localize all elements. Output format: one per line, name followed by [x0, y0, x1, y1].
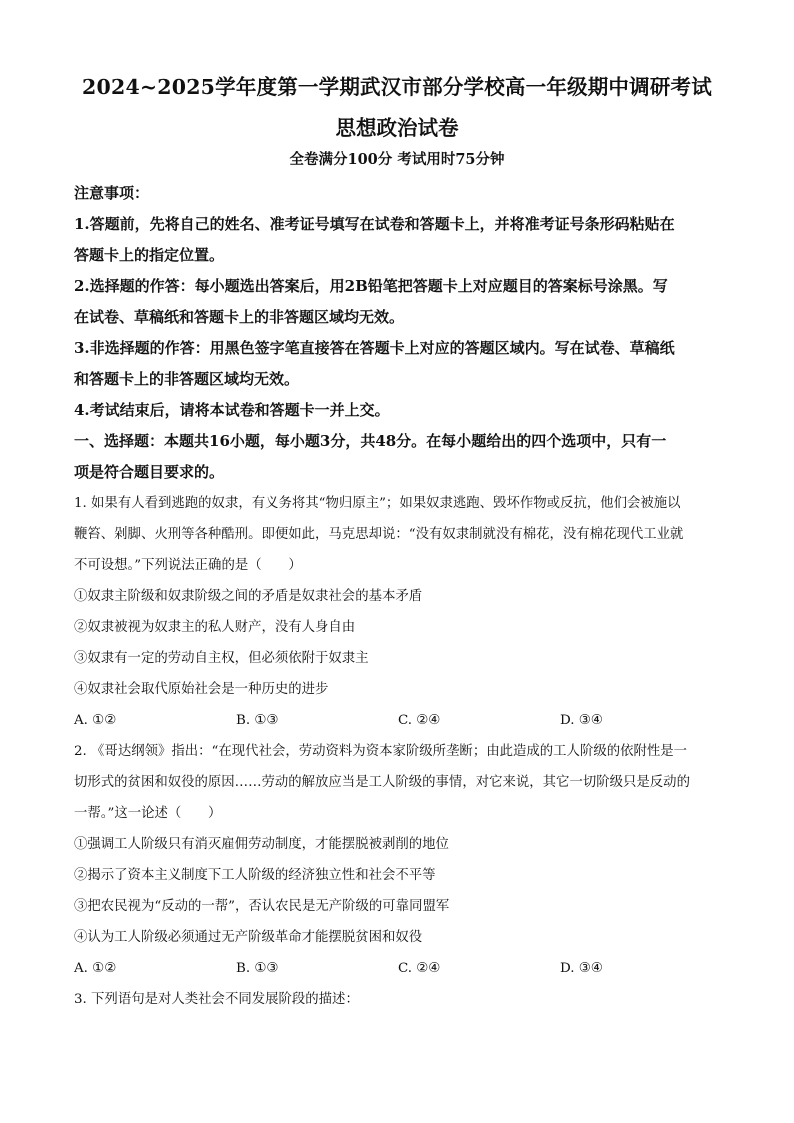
- notice-heading: 注意事项：: [74, 184, 150, 202]
- answer-options: [74, 705, 722, 736]
- notice-line: 2.选择题的作答：每小题选出答案后，用2B铅笔把答题卡上对应题目的答案标号涂黑。写: [74, 277, 668, 295]
- question-stem-line: 3. 下列语句是对人类社会不同发展阶段的描述：: [74, 992, 359, 1007]
- section-heading-line: 项是符合题目要求的。: [74, 463, 225, 481]
- notice-item: [74, 333, 722, 395]
- option-d: D. ③④: [560, 961, 603, 976]
- notice-line: 答题卡上的指定位置。: [74, 246, 225, 264]
- notice-line: 在试卷、草稿纸和答题卡上的非答题区域均无效。: [74, 308, 405, 326]
- notice-line: 4.考试结束后，请将本试卷和答题卡一并上交。: [74, 401, 390, 419]
- question-stem-line: 鞭笞、剁脚、火刑等各种酷刑。即便如此，马克思却说：“没有奴隶制就没有棉花，没有棉花现代工业就: [74, 527, 684, 542]
- statement: ④认为工人阶级必须通过无产阶级革命才能摆脱贫困和奴役: [74, 930, 423, 945]
- option-c: C. ②④: [398, 961, 441, 976]
- statement: ②揭示了资本主义制度下工人阶级的经济独立性和社会不平等: [74, 868, 436, 883]
- notice-line: 3.非选择题的作答：用黑色签字笔直接答在答题卡上对应的答题区域内。写在试卷、草稿纸: [74, 339, 675, 357]
- notice-line: 1.答题前，先将自己的姓名、准考证号填写在试卷和答题卡上，并将准考证号条形码粘贴在: [74, 215, 675, 233]
- exam-body: [74, 178, 722, 1015]
- notice-item: [74, 271, 722, 333]
- statement: ③奴隶有一定的劳动自主权，但必须依附于奴隶主: [74, 651, 369, 666]
- question-stem-line: 1. 如果有人看到逃跑的奴隶，有义务将其“物归原主”；如果奴隶逃跑、毁坏作物或反抗，他们会被施以: [74, 496, 681, 511]
- statement: ①奴隶主阶级和奴隶阶级之间的矛盾是奴隶社会的基本矛盾: [74, 589, 423, 604]
- option-a: A. ①②: [74, 713, 117, 728]
- option-b: B. ①③: [236, 961, 279, 976]
- question-3: [74, 984, 722, 1015]
- option-d: D. ③④: [560, 713, 603, 728]
- exam-info: 全卷满分100分 考试用时75分钟: [289, 151, 505, 168]
- option-a: A. ①②: [74, 961, 117, 976]
- exam-subject: 思想政治试卷: [335, 116, 459, 140]
- question-stem-line: 切形式的贫困和奴役的原因……劳动的解放应当是工人阶级的事情，对它来说，其它一切阶级只是反动的: [74, 775, 690, 790]
- question-stem-line: 2. 《哥达纲领》指出：“在现代社会，劳动资料为资本家阶级所垄断；由此造成的工人阶级的依附性是一: [74, 744, 688, 759]
- option-b: B. ①③: [236, 713, 279, 728]
- question-stem-line: 一帮。”这一论述（ ）: [74, 806, 222, 821]
- question-1: [74, 488, 722, 736]
- question-stem-line: 不可设想。”下列说法正确的是（ ）: [74, 558, 302, 573]
- answer-options: [74, 953, 722, 984]
- notice-item: [74, 209, 722, 271]
- notice-line: 和答题卡上的非答题区域均无效。: [74, 370, 300, 388]
- section-heading-line: 一、选择题：本题共16小题，每小题3分，共48分。在每小题给出的四个选项中，只有一: [74, 432, 667, 450]
- notice-item: [74, 395, 722, 426]
- statement: ④奴隶社会取代原始社会是一种历史的进步: [74, 682, 329, 697]
- question-2: [74, 736, 722, 984]
- section-heading: [74, 426, 722, 488]
- option-c: C. ②④: [398, 713, 441, 728]
- statement: ③把农民视为“反动的一帮”，否认农民是无产阶级的可靠同盟军: [74, 899, 450, 914]
- statement: ①强调工人阶级只有消灭雇佣劳动制度，才能摆脱被剥削的地位: [74, 837, 449, 852]
- statement: ②奴隶被视为奴隶主的私人财产，没有人身自由: [74, 620, 356, 635]
- exam-title: 2024~2025学年度第一学期武汉市部分学校高一年级期中调研考试: [82, 75, 712, 99]
